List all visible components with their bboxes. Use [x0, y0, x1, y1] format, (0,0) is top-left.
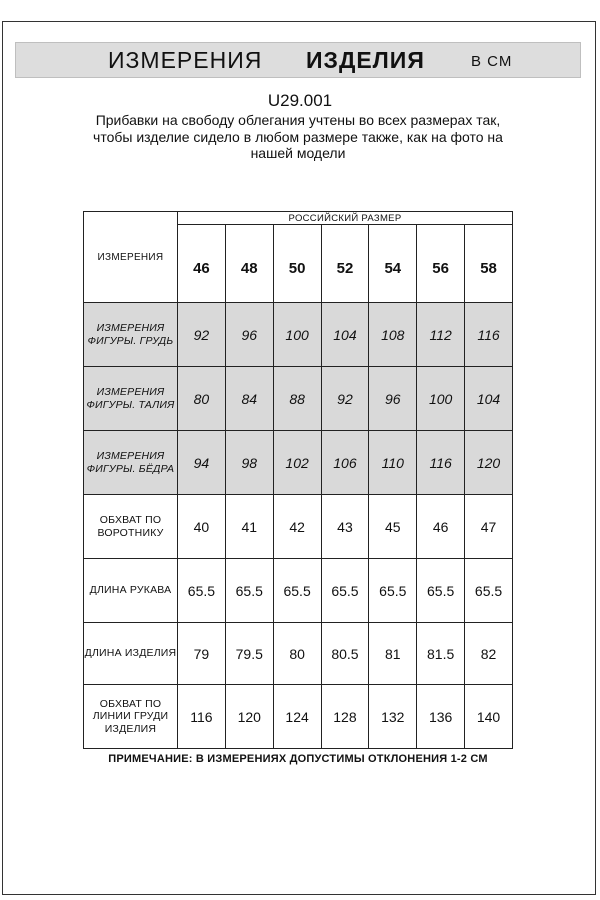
tolerance-note: ПРИМЕЧАНИЕ: В ИЗМЕРЕНИЯХ ДОПУСТИМЫ ОТКЛОНЕНИЯ 1-2 СМ [108, 753, 488, 765]
table-row [84, 559, 513, 623]
table-body [84, 303, 513, 749]
row-label-line: ДЛИНА ИЗДЕЛИЯ [84, 647, 177, 660]
value-cell: 46 [417, 495, 465, 559]
value-cell: 40 [178, 495, 226, 559]
row-label [84, 685, 178, 749]
value-cell: 65.5 [178, 559, 226, 623]
title-banner [15, 42, 581, 78]
value-cell: 112 [417, 303, 465, 367]
table-row [84, 495, 513, 559]
value-cell: 81 [369, 623, 417, 685]
row-label-line: ФИГУРЫ. ГРУДЬ [87, 334, 174, 347]
row-label-line: ЛИНИИ ГРУДИ [92, 710, 169, 723]
value-cell: 136 [417, 685, 465, 749]
table-row [84, 685, 513, 749]
table-header-row [84, 212, 513, 225]
value-cell: 116 [465, 303, 513, 367]
value-cell: 132 [369, 685, 417, 749]
row-label-line: ИЗМЕРЕНИЯ [96, 450, 165, 462]
russian-size-header: РОССИЙСКИЙ РАЗМЕР [178, 212, 513, 225]
product-code: U29.001 [267, 91, 333, 110]
row-label [84, 431, 178, 495]
value-cell: 65.5 [417, 559, 465, 623]
table-row [84, 623, 513, 685]
measurement-column-header: ИЗМЕРЕНИЯ [84, 212, 178, 303]
value-cell: 102 [273, 431, 321, 495]
row-label-line: ДЛИНА РУКАВА [89, 584, 172, 597]
intro-text [60, 112, 536, 162]
value-cell: 65.5 [465, 559, 513, 623]
title-unit: В СМ [471, 53, 513, 70]
value-cell: 65.5 [225, 559, 273, 623]
size-header-cell: 56 [417, 225, 465, 303]
value-cell: 41 [225, 495, 273, 559]
value-cell: 92 [178, 303, 226, 367]
value-cell: 65.5 [369, 559, 417, 623]
title-part-measurements: ИЗМЕРЕНИЯ [108, 47, 263, 73]
value-cell: 80.5 [321, 623, 369, 685]
value-cell: 79.5 [225, 623, 273, 685]
row-label [84, 303, 178, 367]
value-cell: 80 [273, 623, 321, 685]
value-cell: 88 [273, 367, 321, 431]
value-cell: 110 [369, 431, 417, 495]
value-cell: 140 [465, 685, 513, 749]
intro-line: чтобы изделие сидело в любом размере также, как на фото на [93, 128, 503, 145]
value-cell: 65.5 [321, 559, 369, 623]
value-cell: 100 [417, 367, 465, 431]
value-cell: 84 [225, 367, 273, 431]
intro-line: нашей модели [250, 145, 346, 161]
row-label-line: ВОРОТНИКУ [97, 526, 164, 539]
value-cell: 47 [465, 495, 513, 559]
value-cell: 128 [321, 685, 369, 749]
value-cell: 104 [321, 303, 369, 367]
row-label-line: ИЗДЕЛИЯ [104, 722, 157, 735]
size-chart-table [83, 211, 513, 749]
intro-line: Прибавки на свободу облегания учтены во всех размерах так, [95, 112, 501, 128]
table-row [84, 431, 513, 495]
size-header-cell: 50 [273, 225, 321, 303]
row-label-line: ИЗМЕРЕНИЯ [96, 322, 165, 334]
value-cell: 45 [369, 495, 417, 559]
row-label [84, 367, 178, 431]
title-part-product: ИЗДЕЛИЯ [306, 47, 425, 73]
value-cell: 96 [225, 303, 273, 367]
value-cell: 80 [178, 367, 226, 431]
row-label [84, 623, 178, 685]
table-row [84, 367, 513, 431]
row-label [84, 559, 178, 623]
value-cell: 79 [178, 623, 226, 685]
value-cell: 120 [465, 431, 513, 495]
value-cell: 42 [273, 495, 321, 559]
row-label-line: ИЗМЕРЕНИЯ [96, 386, 165, 398]
size-header-cell: 52 [321, 225, 369, 303]
value-cell: 98 [225, 431, 273, 495]
size-header-cell: 48 [225, 225, 273, 303]
value-cell: 82 [465, 623, 513, 685]
size-header-cell: 58 [465, 225, 513, 303]
value-cell: 94 [178, 431, 226, 495]
table-row [84, 303, 513, 367]
value-cell: 43 [321, 495, 369, 559]
value-cell: 92 [321, 367, 369, 431]
value-cell: 104 [465, 367, 513, 431]
size-header-cell: 46 [178, 225, 226, 303]
size-header-cell: 54 [369, 225, 417, 303]
value-cell: 106 [321, 431, 369, 495]
value-cell: 65.5 [273, 559, 321, 623]
row-label-line: ФИГУРЫ. ТАЛИЯ [86, 398, 175, 411]
value-cell: 100 [273, 303, 321, 367]
row-label-line: ОБХВАТ ПО [99, 514, 162, 526]
value-cell: 81.5 [417, 623, 465, 685]
value-cell: 124 [273, 685, 321, 749]
row-label-line: ФИГУРЫ. БЁДРА [86, 462, 175, 475]
value-cell: 116 [178, 685, 226, 749]
value-cell: 96 [369, 367, 417, 431]
value-cell: 116 [417, 431, 465, 495]
value-cell: 108 [369, 303, 417, 367]
row-label-line: ОБХВАТ ПО [99, 697, 162, 710]
value-cell: 120 [225, 685, 273, 749]
row-label [84, 495, 178, 559]
